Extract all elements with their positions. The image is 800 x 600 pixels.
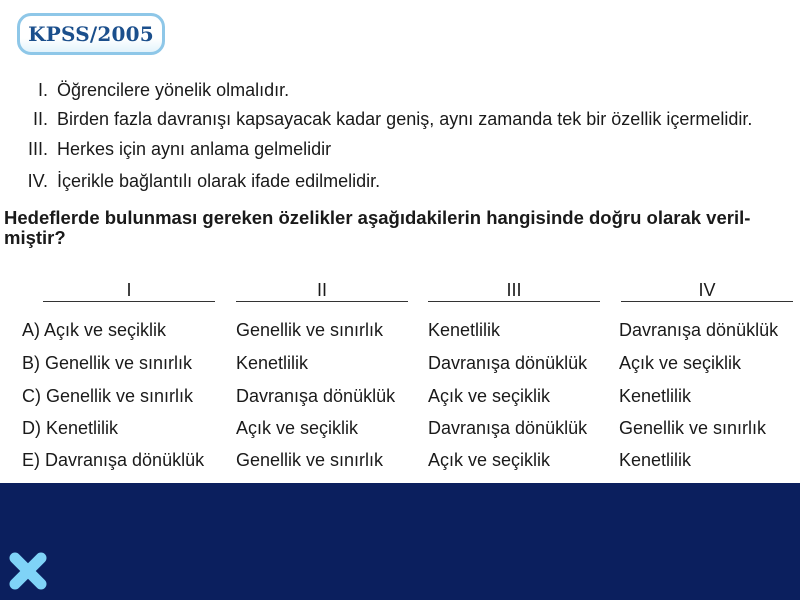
option-b-col-i[interactable]: B) Genellik ve sınırlık bbox=[22, 353, 193, 373]
option-a-col-ii: Genellik ve sınırlık bbox=[236, 320, 384, 340]
statement-text: Birden fazla davranışı kapsayacak kadar geniş, aynı zamanda tek bir özellik içermelidir. bbox=[57, 109, 753, 129]
option-b-col-ii: Kenetlilik bbox=[236, 353, 309, 373]
statement-text: Öğrencilere yönelik olmalıdır. bbox=[57, 80, 290, 100]
column-header-iii: III bbox=[506, 280, 522, 300]
statement-text: İçerikle bağlantılı olarak ifade edilmelidir. bbox=[57, 171, 381, 191]
statement-text: Herkes için aynı anlama gelmelidir bbox=[57, 139, 332, 159]
close-icon[interactable] bbox=[6, 549, 50, 593]
column-header-iv: IV bbox=[698, 280, 716, 300]
option-c-col-i[interactable]: C) Genellik ve sınırlık bbox=[22, 386, 194, 406]
option-e-col-iii: Açık ve seçiklik bbox=[428, 450, 551, 470]
option-d-col-ii: Açık ve seçiklik bbox=[236, 418, 359, 438]
option-d-col-i[interactable]: D) Kenetlilik bbox=[22, 418, 119, 438]
column-underline bbox=[236, 301, 408, 302]
option-d-col-iii: Davranışa dönüklük bbox=[428, 418, 588, 438]
option-a-col-iv: Davranışa dönüklük bbox=[619, 320, 779, 340]
option-c-col-iii: Açık ve seçiklik bbox=[428, 386, 551, 406]
question-text: Hedeflerde bulunması gereken özelikler aşağıdakilerin hangisinde doğru olarak veril- miştir? bbox=[4, 207, 751, 248]
option-c-col-ii: Davranışa dönüklük bbox=[236, 386, 396, 406]
option-a-col-i[interactable]: A) Açık ve seçiklik bbox=[22, 320, 167, 340]
option-e-col-i[interactable]: E) Davranışa dönüklük bbox=[22, 450, 205, 470]
column-header-i: I bbox=[126, 280, 132, 300]
statement-number: IV. bbox=[27, 171, 48, 191]
column-underline bbox=[621, 301, 793, 302]
statement-number: I. bbox=[37, 80, 48, 100]
exam-badge: KPSS/2005 bbox=[17, 13, 165, 55]
statement-number: II. bbox=[32, 109, 48, 129]
option-b-col-iv: Açık ve seçiklik bbox=[619, 353, 742, 373]
option-b-col-iii: Davranışa dönüklük bbox=[428, 353, 588, 373]
statement-number: III. bbox=[27, 139, 48, 159]
option-d-col-iv: Genellik ve sınırlık bbox=[619, 418, 767, 438]
option-a-col-iii: Kenetlilik bbox=[428, 320, 501, 340]
footer-bar bbox=[0, 483, 800, 600]
column-underline bbox=[428, 301, 600, 302]
column-underline bbox=[43, 301, 215, 302]
option-e-col-ii: Genellik ve sınırlık bbox=[236, 450, 384, 470]
option-e-col-iv: Kenetlilik bbox=[619, 450, 692, 470]
option-c-col-iv: Kenetlilik bbox=[619, 386, 692, 406]
column-header-ii: II bbox=[316, 280, 327, 300]
